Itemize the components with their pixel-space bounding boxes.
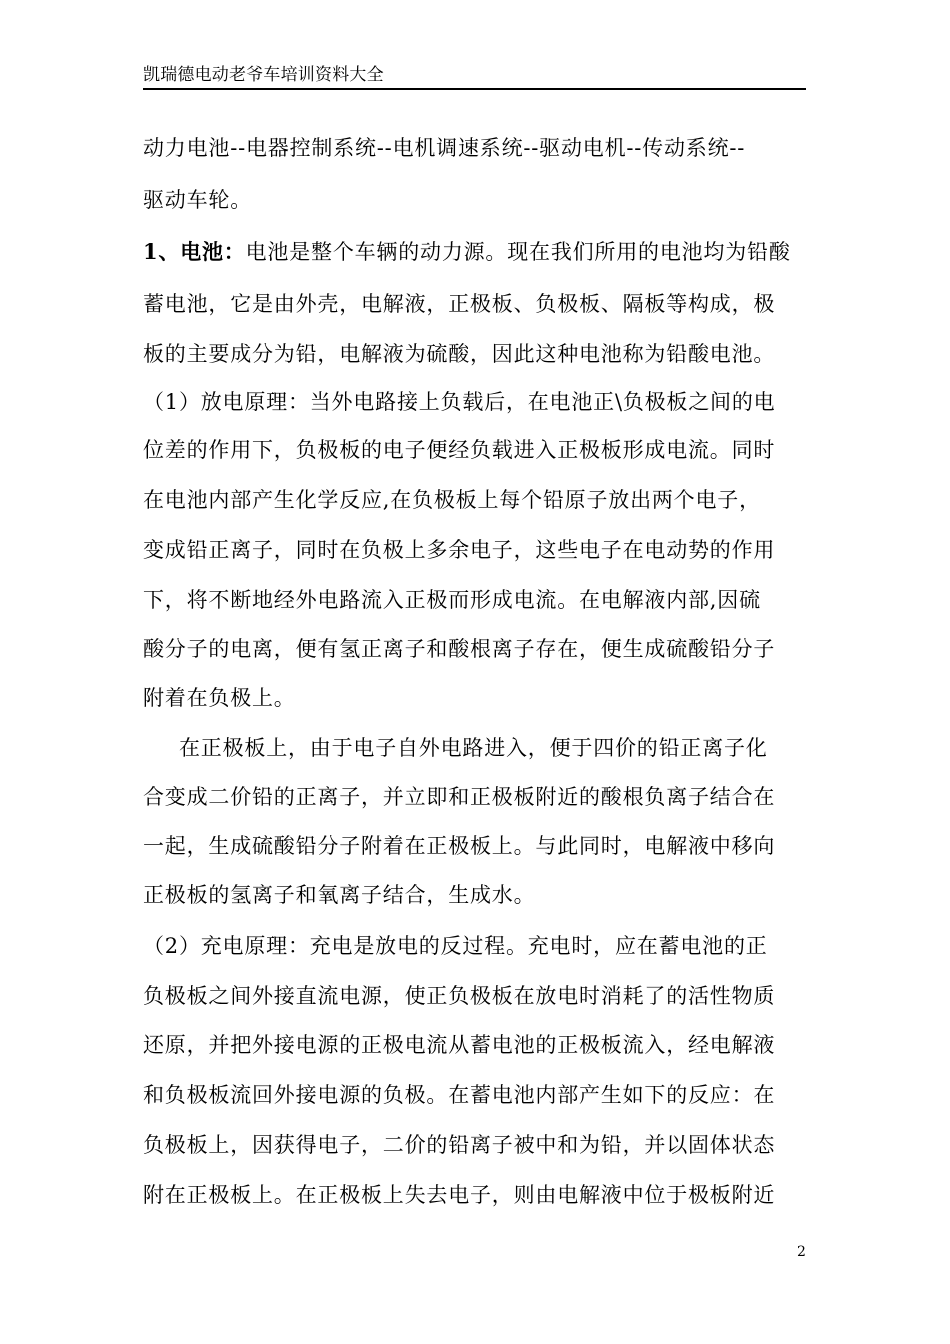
text-line: 和负极板流回外接电源的负极。在蓄电池内部产生如下的反应：在 (143, 1083, 776, 1107)
text-line: （1）放电原理：当外电路接上负载后，在电池正\负极板之间的电 (143, 390, 776, 414)
text-line: 负极板之间外接直流电源，使正负极板在放电时消耗了的活性物质 (143, 984, 776, 1008)
text-line: 正极板的氢离子和氧离子结合，生成水。 (143, 883, 536, 907)
text-line: 在电池内部产生化学反应,在负极板上每个铅原子放出两个电子， (143, 488, 761, 512)
text-line: 负极板上，因获得电子，二价的铅离子被中和为铅，并以固体状态 (143, 1133, 776, 1157)
text-line: 附在正极板上。在正极板上失去电子，则由电解液中位于极板附近 (143, 1183, 776, 1207)
text-line: 酸分子的电离，便有氢正离子和酸根离子存在，便生成硫酸铅分子 (143, 637, 776, 661)
text-line: 位差的作用下，负极板的电子便经负载进入正极板形成电流。同时 (143, 438, 776, 462)
text-line: 一起，生成硫酸铅分子附着在正极板上。与此同时，电解液中移向 (143, 834, 776, 858)
text-line (143, 237, 813, 267)
text-line: 驱动车轮。 (143, 188, 252, 212)
page-number: 2 (797, 1244, 806, 1260)
text-line: 附着在负极上。 (143, 686, 296, 710)
page-header (143, 64, 806, 90)
text-line: 合变成二价铅的正离子，并立即和正极板附近的酸根负离子结合在 (143, 785, 776, 809)
text-line: （2）充电原理：充电是放电的反过程。充电时，应在蓄电池的正 (143, 934, 768, 958)
text-line: 板的主要成分为铅，电解液为硫酸，因此这种电池称为铅酸电池。 (143, 342, 776, 366)
header-title: 凯瑞德电动老爷车培训资料大全 (143, 65, 384, 85)
text-line: 下，将不断地经外电路流入正极而形成电流。在电解液内部,因硫 (143, 588, 761, 612)
text-line: 蓄电池，它是由外壳，电解液，正极板、负极板、隔板等构成，极 (143, 292, 776, 316)
text-line: 动力电池--电器控制系统--电机调速系统--驱动电机--传动系统-- (143, 136, 746, 160)
text-line: 还原，并把外接电源的正极电流从蓄电池的正极板流入，经电解液 (143, 1033, 776, 1057)
text-line: 变成铅正离子，同时在负极上多余电子，这些电子在电动势的作用 (143, 538, 776, 562)
section-heading-battery: 1、电池： (143, 239, 246, 264)
text-line: 在正极板上，由于电子自外电路进入，便于四价的铅正离子化 (179, 736, 768, 760)
section-text: 电池是整个车辆的动力源。现在我们所用的电池均为铅酸 (245, 240, 791, 264)
